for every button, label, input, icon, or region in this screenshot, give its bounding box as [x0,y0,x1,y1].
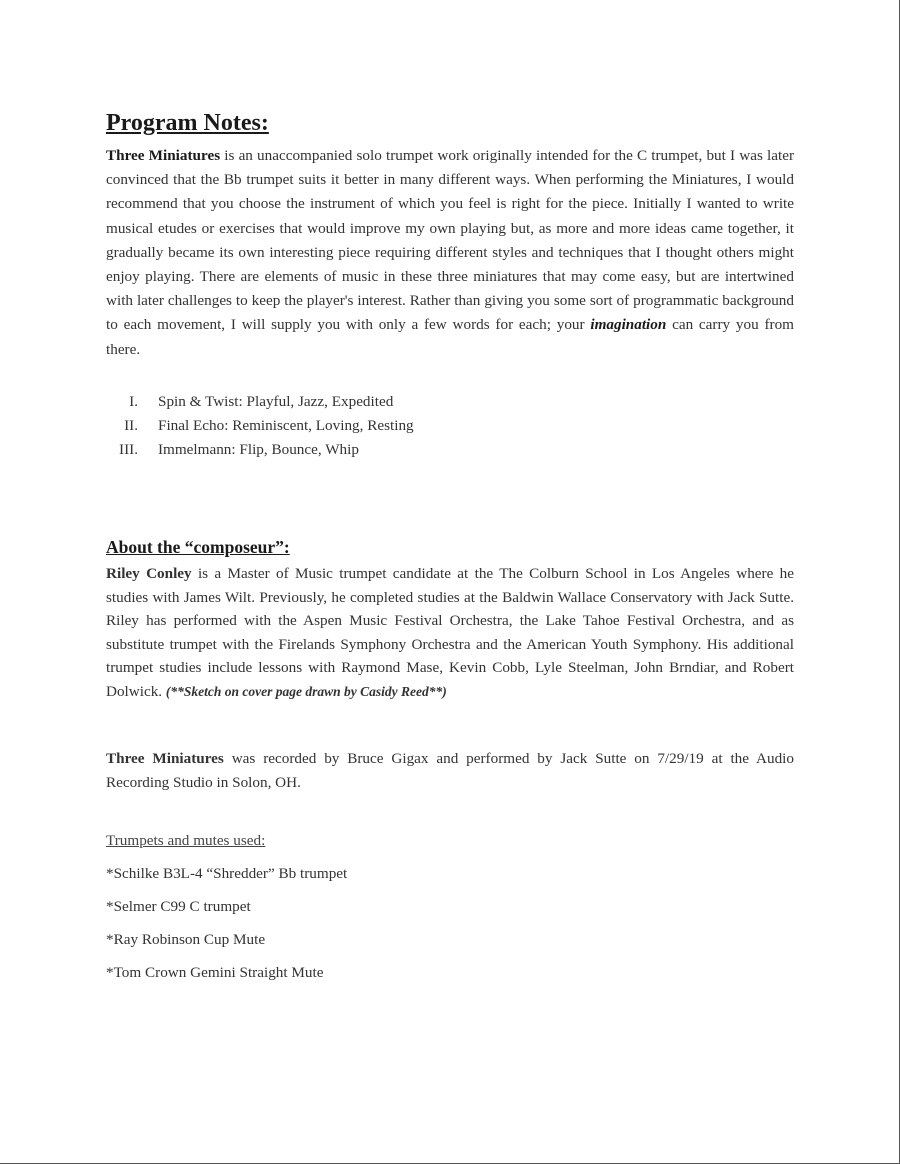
equipment-item: *Tom Crown Gemini Straight Mute [106,964,324,982]
imagination-emphasis: imagination [590,316,667,334]
movement-text: Immelmann: Flip, Bounce, Whip [158,441,359,459]
movement-text: Final Echo: Reminiscent, Loving, Resting [158,417,414,435]
movement-number: II. [124,417,138,435]
recording-text: was recorded by Bruce Gigax and performed by Jack Sutte on 7/29/19 at the Audio Recording Studio in Solon, OH. [106,750,794,791]
program-notes-heading: Program Notes: [106,110,269,136]
intro-title: Three Miniatures [106,147,221,164]
equipment-list [106,863,794,984]
movement-number: I. [129,392,138,410]
movements-list [106,390,794,463]
intro-text: is an unaccompanied solo trumpet work originally intended for the C trumpet, but I was later convinced that the Bb trumpet suits it better in many different ways. When performing the Miniatures, I would recommend that you choose the instrument of which you feel is right for the piece. Initially I wanted to write musical etudes or exercises that would improve my own playing but, as more and more ideas came together, it gradually became its own interesting piece requiring different styles and techniques that I thought others might enjoy playing. There are elements of music in these three miniatures that may come easy, but are intertwined with later challenges to keep the player's interest. Rather than giving you some sort of programmatic background to each movement, I will supply you with only a few words for each; your [106,147,794,334]
equipment-item: *Schilke B3L-4 “Shredder” Bb trumpet [106,865,348,883]
program-notes-paragraph [106,144,794,362]
equipment-heading: Trumpets and mutes used: [106,832,266,850]
intro-closing: can carry you from there. [106,316,794,358]
recording-paragraph [106,747,794,794]
equipment-item: *Selmer C99 C trumpet [106,898,251,916]
equipment-item: *Ray Robinson Cup Mute [106,931,266,949]
movement-item [106,390,794,414]
composer-bio: is a Master of Music trumpet candidate at the The Colburn School in Los Angeles where he studies with James Wilt. Previously, he completed studies at the Baldwin Wallace Conservatory with Jack Sutte. Riley has performed with the Aspen Music Festival Orchestra, the Lake Tahoe Festival Orchestra, and as substitute trumpet with the Firelands Symphony Orchestra and the American Youth Symphony. His additional trumpet studies include lessons with Raymond Mase, Kevin Cobb, Lyle Steelman, John Brndiar, and Robert Dolwick. [106,565,794,700]
sketch-credit-note: (**Sketch on cover page drawn by Casidy Reed**) [165,683,447,699]
about-heading: About the “composeur”: [106,537,290,558]
composer-name: Riley Conley [106,565,192,583]
about-paragraph [106,562,794,703]
movement-item [106,438,794,462]
movement-text: Spin & Twist: Playful, Jazz, Expedited [158,392,394,410]
movement-number: III. [119,441,138,459]
page-content [106,108,794,984]
movement-item [106,414,794,438]
recording-title: Three Miniatures [106,750,224,768]
